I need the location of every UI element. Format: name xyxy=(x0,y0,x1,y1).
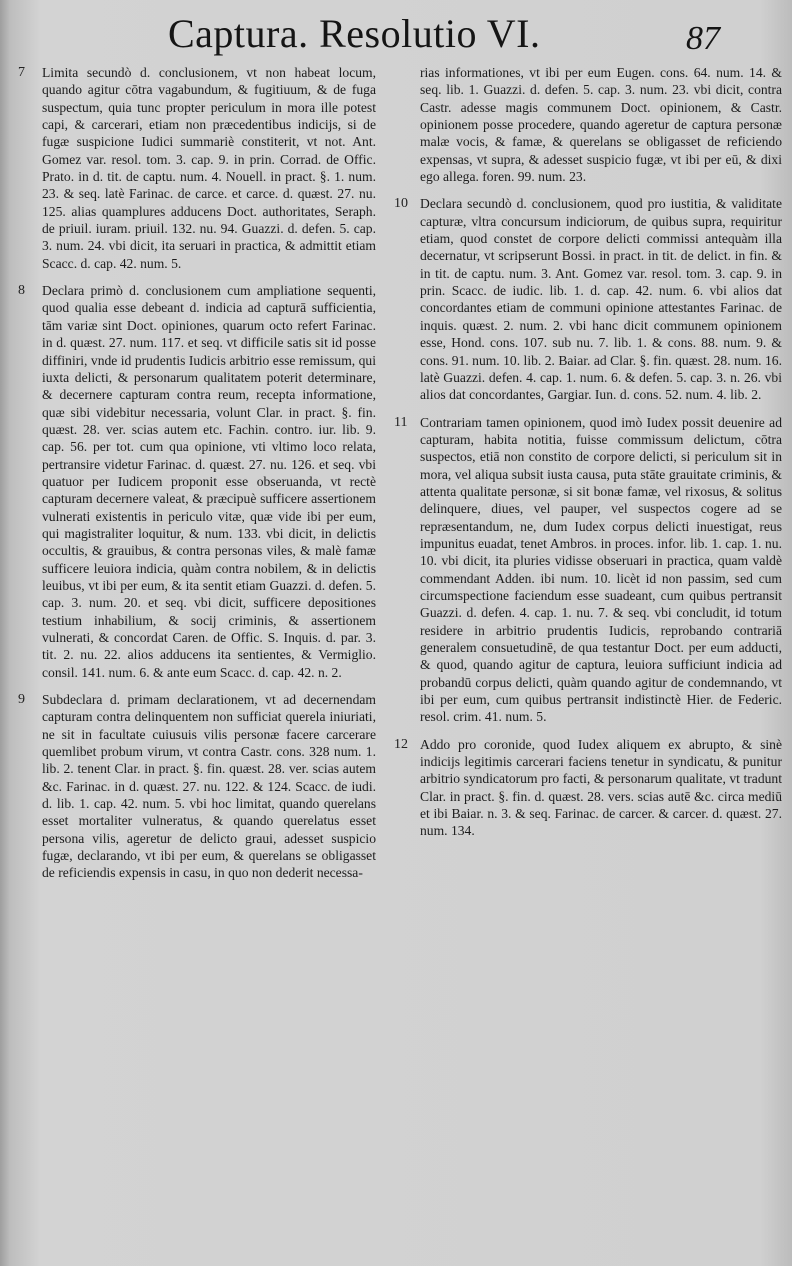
paragraph-number: 12 xyxy=(394,736,408,752)
paragraph-number: 10 xyxy=(394,196,408,212)
right-column xyxy=(394,64,782,1246)
paragraph xyxy=(10,282,376,681)
paragraph-text: Declara secundò d. conclusionem, quod pro iustitia, & validitate capturæ, vltra concursum indiciorum, de quibus supra, requiritur etiam, quod constet de corpore delicti commissi antequàm illa decernatur, vt scripserunt Bossi. in pract. in tit. de delict. in fin. & in tit. de captu. num. 3. Ant. Gomez var. resol. tom. 3. cap. 9. in prin. Scacc. de iudic. lib. 1. d. cap. 42. num. 6. vbi alios dat concordantes etiam de communi opinione attestantes Farinac. de inquis. quæst. 2. num. 2. vbi hanc dicit communem opinionem esse, Hond. cons. 107. sub nu. 7. lib. 1. & cons. 88. num. 9. & cons. 91. num. 10. lib. 2. Baiar. ad Clar. §. fin. quæst. 28. num. 16. latè Guazzi. defen. 4. cap. 1. num. 6. & defen. 5. cap. 3. n. 26. vbi alios dat concordantes, Gargiar. Iun. d. cons. 52. num. 4. lib. 2. xyxy=(420,196,782,403)
paragraph-number: 7 xyxy=(18,65,25,80)
page-header xyxy=(0,6,792,62)
paragraph xyxy=(394,195,782,403)
paragraph-text: Subdeclara d. primam declarationem, vt ad decernendam capturam contra delinquentem non sufficiat querela iniuriati, ne sit in facultate cuiusuis vilis personæ facere carcerare quemlibet probum virum, vt contra Castr. cons. 328 num. 1. lib. 2. tenent Clar. in pract. §. fin. quæst. 28. ver. scias autem &c. Farinac. in d. quæst. 27. nu. 122. & 124. Scacc. de iudi. d. lib. 1. cap. 42. num. 5. vbi hoc limitat, quando querelans esset mortaliter vulneratus, & quando querelatus esset persona vilis, ageretur de delicto graui, adesset suspicio fugæ, declarando, vt ibi per eum, & querelans se obligasset de reficiendis expensis in casu, in quo non dederit necessa- xyxy=(42,692,376,881)
paragraph-text: Limita secundò d. conclusionem, vt non habeat locum, quando agitur cōtra vagabundum, & fugitiuum, & de fuga suspectum, quia tunc propter periculum in mora ille potest capi, & carcerari, etiam non præcedentibus indicijs, si de fugæ suspicione Iudici summariè constiterit, vt not. Ant. Gomez var. resol. tom. 3. cap. 9. in prin. Corrad. de Offic. Prato. in d. tit. de captu. num. 4. Nouell. in pract. §. 1. num. 23. & seq. latè Farinac. de carce. et carce. d. quæst. 27. nu. 125. alias quamplures adducens Doct. authoritates, Seraph. de priuil. iuram. priuil. 132. nu. 94. Guazzi. d. defen. 5. cap. 3. num. 24. vbi dicit, ita seruari in practica, & admittit etiam Scacc. d. cap. 42. num. 5. xyxy=(42,65,376,271)
page-number: 87 xyxy=(686,20,720,57)
paragraph xyxy=(10,64,376,272)
page-title: Captura. Resolutio VI. xyxy=(168,11,541,56)
paragraph-text: rias informationes, vt ibi per eum Eugen. cons. 64. num. 14. & seq. lib. 1. Guazzi. d. defen. 5. cap. 3. num. 23. vbi dicit, contra Castr. adesse magis communem Doct. opinionem, & Castr. opinionem posse procedere, quando ageretur de captura personæ malæ vocis, & famæ, & querelans se obligasset de reficiendo expensas, vt supra, & adesset suspicio fugæ, vt ibi per eū, & dixi ego allega. foren. 99. num. 23. xyxy=(420,65,782,185)
left-column xyxy=(10,64,376,1246)
paragraph xyxy=(394,64,782,185)
paragraph xyxy=(394,736,782,840)
paragraph xyxy=(394,414,782,726)
paragraph-number: 8 xyxy=(18,283,25,299)
paragraph xyxy=(10,691,376,882)
paragraph-number: 9 xyxy=(18,692,25,708)
paragraph-text: Contrariam tamen opinionem, quod imò Iudex possit deuenire ad capturam, habita notitia, fuisse commissum delictum, cōtra suspectos, etiā non constito de corpore delicti, si periculum sit in mora, vel aliqua subsit iusta causa, puta stāte grauitate criminis, & attenta qualitate personæ, si sit bonæ famæ, vel rixosus, & solitus delinquere, diues, vel pauper, vel suspectos cogere ad se repræsentandum, ne, dum Iudex corpus delicti inuestigat, reus impunitus euadat, tenet Ambros. in proces. infor. lib. 1. cap. 1. nu. 10. vbi dicit, ita pluries vidisse obseruari in practica, quam valdè commendant Adden. ibi num. 10. licèt id non passim, sed cum circumspectione faciendum esse suadeant, cum quibus pertransit Guazzi. d. defen. 4. cap. 1. nu. 7. & seq. vbi concludit, id totum residere in arbitrio prudentis Iudicis, reprobando contrariā generalem consuetudinē, de qua testantur Doct. per eum adducti, & quod, quando agitur de captura, leuiora sufficiunt indicia ad probandū corpus delicti, quàm quando agitur de condemnando, vt ibi per eum, cum quibus pertransit indistinctè Hier. de Federic. resol. crim. 41. num. 5. xyxy=(420,414,782,725)
paragraph-text: Addo pro coronide, quod Iudex aliquem ex abrupto, & sinè indicijs legitimis carcerari faciens tenetur in syndicatu, & punitur arbitrio syndicatorum pro facti, & personarum qualitate, vt tradunt Clar. in pract. §. fin. d. quæst. 28. vers. scias autē &c. circa mediū et ibi Baiar. n. 3. & seq. Farinac. de carcer. & carcer. d. quæst. 27. num. 134. xyxy=(420,736,782,839)
paragraph-text: Declara primò d. conclusionem cum ampliatione sequenti, quod qualia esse debeant d. indicia ad capturā sufficientia, tām variæ sint Doct. opiniones, quarum octo refert Farinac. in d. quæst. 27. num. 117. et seq. vt difficile satis sit id posse diffiniri, vnde id prudentis Iudicis arbitrio esse remissum, qui iuxta delicti, & personarum qualitatem poterit determinare, & decernere capturam contra reum, recepta informatione, quæ sibi videbitur necessaria, volunt Clar. in pract. §. fin. quæst. 28. ver. scias autem etc. Fachin. contro. iur. lib. 9. cap. 56. per tot. cum qua opinione, vti vltimo loco relata, pertransire videtur Farinac. d. quæst. 27. nu. 126. et seq. vbi quatuor per Iudicem proponit esse obseruanda, vt rectè capturam decernere valeat, & præcipuè sufficere assertionem vulnerati existentis in periculo vitæ, quæ vide ibi per eum, qui magistraliter loquitur, & num. 133. vbi dicit, in delictis occultis, & grauibus, & contra personas viles, & malè famæ sufficere leuiora indicia, quàm contra nobilem, & in delictis leuibus, vt ibi per eum, & ita sentit etiam Guazzi. d. defen. 5. cap. 3. num. 20. et seq. vbi dicit, sufficere depositiones testium inhabilium, & socij criminis, & assertionem vulnerati, & concordat Caren. de Offic. S. Inquis. d. par. 3. tit. 2. nu. 22. alios adducens ita sentientes, & Vermiglio. consil. 141. num. 6. & ante eum Scacc. d. cap. 42. n. 2. xyxy=(42,283,376,680)
paragraph-number: 11 xyxy=(394,414,408,430)
